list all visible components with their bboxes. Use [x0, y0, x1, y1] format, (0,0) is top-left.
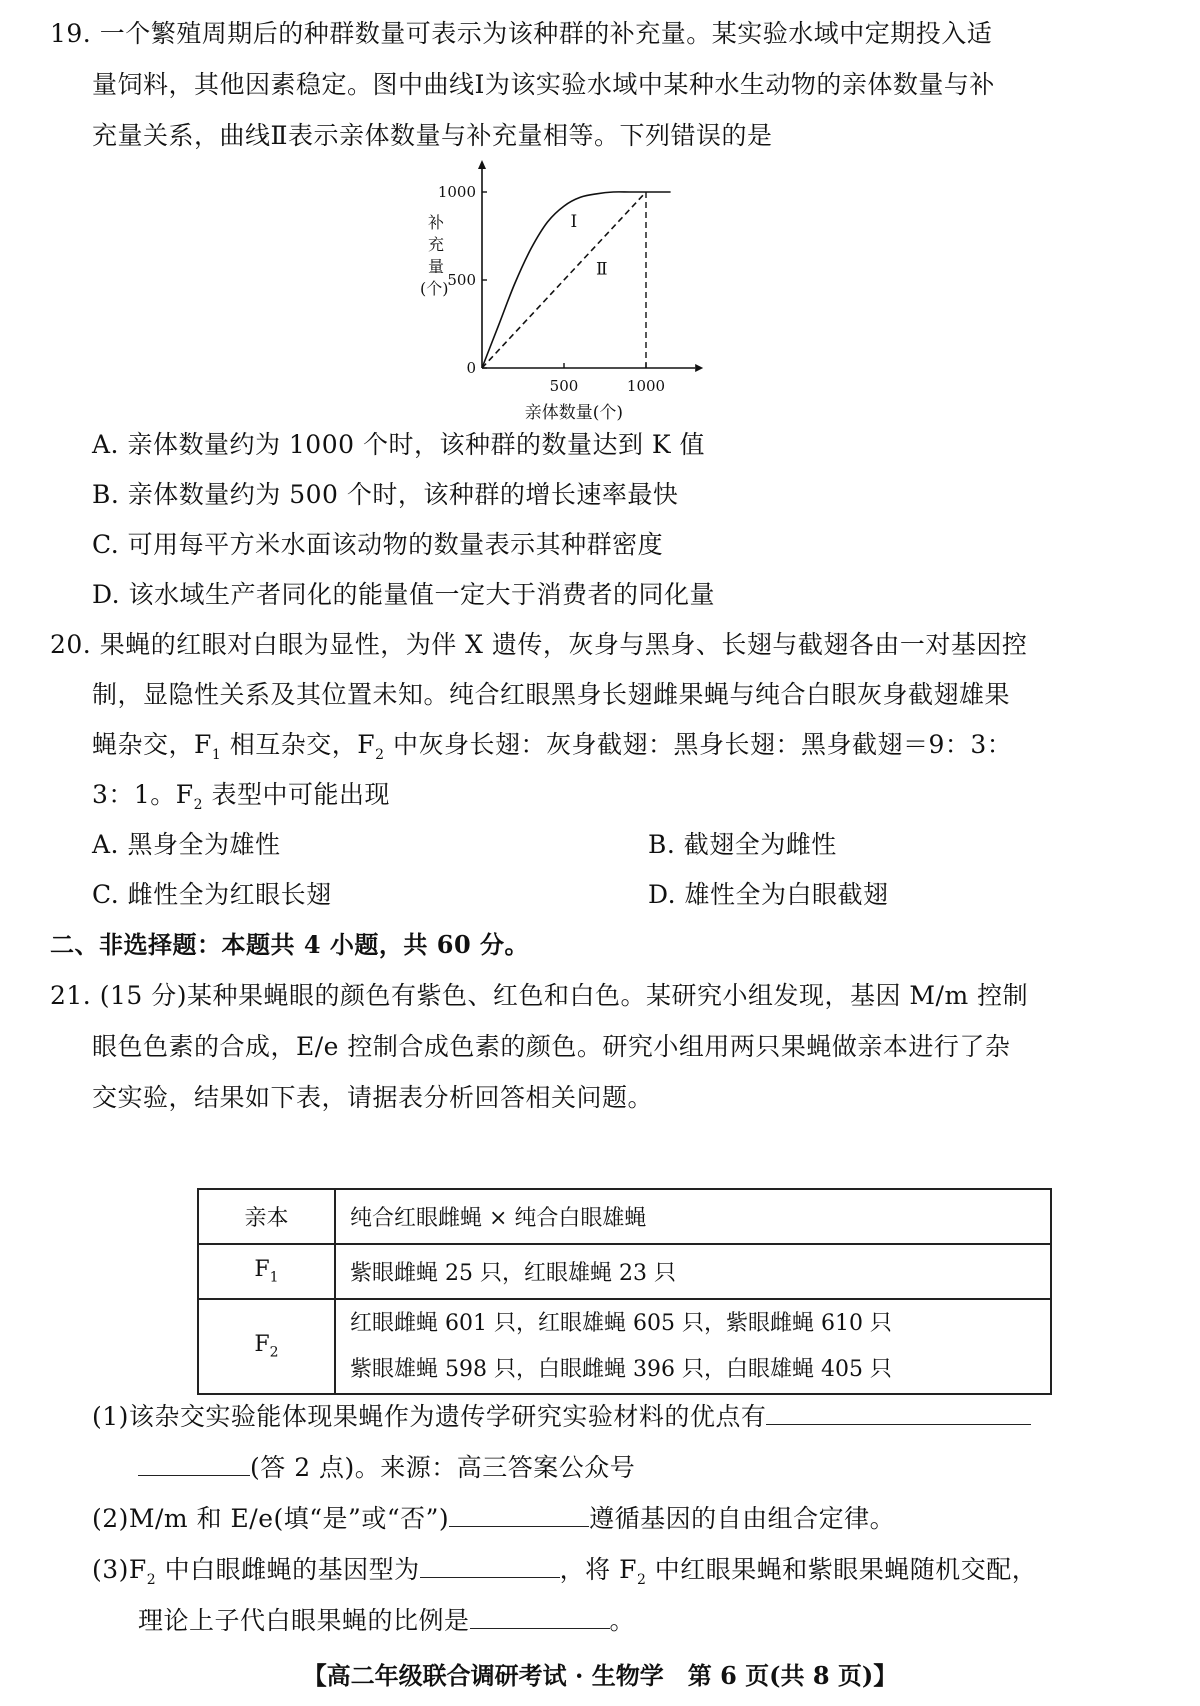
- table-cell-f2-line1: 红眼雌蝇 601 只，红眼雄蝇 605 只，紫眼雌蝇 610 只: [350, 1310, 892, 1336]
- x-tick-label-0: 500: [549, 377, 579, 395]
- q19-option-c: C. 可用每平方米水面该动物的数量表示其种群密度: [92, 530, 664, 559]
- answer-blank-1b[interactable]: [138, 1449, 250, 1476]
- page-footer: 【高二年级联合调研考试 · 生物学 第 6 页(共 8 页)】: [302, 1661, 898, 1690]
- q21-stem-line3: 交实验，结果如下表，请据表分析回答相关问题。: [92, 1083, 654, 1112]
- answer-blank-3a[interactable]: [420, 1551, 560, 1578]
- table-cell-f2-line2: 紫眼雄蝇 598 只，白眼雌蝇 396 只，白眼雄蝇 405 只: [350, 1356, 892, 1382]
- y-tick-label-1: 500: [447, 271, 476, 289]
- y-axis-label-2: 量: [428, 257, 445, 276]
- table-head-f1: $F_1$: [198, 1244, 335, 1299]
- y-axis-arrow: [478, 160, 486, 169]
- q20-option-a: A. 黑身全为雄性: [92, 830, 281, 859]
- q20-stem-line3: 蝇杂交，$F_1$ 相互杂交，$F_2$ 中灰身长翅：灰身截翅：黑身长翅：黑身截翅＝9：3：: [92, 730, 1013, 763]
- q19-stem-line3: 充量关系，曲线Ⅱ表示亲体数量与补充量相等。下列错误的是: [92, 121, 773, 150]
- table-cell-f2: [335, 1299, 1051, 1394]
- answer-blank-3b[interactable]: [470, 1602, 610, 1629]
- q19-option-a: A. 亲体数量约为 1000 个时，该种群的数量达到 K 值: [92, 430, 706, 459]
- q20-stem-line2: 制，显隐性关系及其位置未知。纯合红眼黑身长翅雌果蝇与纯合白眼灰身截翅雄果: [92, 680, 1011, 709]
- table-row: [198, 1189, 1051, 1244]
- q19-stem-line1: 19. 一个繁殖周期后的种群数量可表示为该种群的补充量。某实验水域中定期投入适: [50, 19, 993, 48]
- chart-ticks: [438, 183, 665, 395]
- section-heading: 二、非选择题：本题共 4 小题，共 60 分。: [50, 930, 530, 959]
- q21-part1-line1: (1)该杂交实验能体现果蝇作为遗传学研究实验材料的优点有: [92, 1398, 1031, 1434]
- q20-option-d: D. 雄性全为白眼截翅: [648, 880, 889, 909]
- cross-results-table: [197, 1188, 1052, 1395]
- y-axis-label-1: 充: [428, 235, 445, 254]
- answer-blank-1a[interactable]: [766, 1398, 1031, 1425]
- q19-option-b: B. 亲体数量约为 500 个时，该种群的增长速率最快: [92, 480, 679, 509]
- answer-blank-2[interactable]: [449, 1500, 589, 1527]
- q19-option-d: D. 该水域生产者同化的能量值一定大于消费者的同化量: [92, 580, 716, 609]
- x-tick-label-1: 1000: [626, 377, 666, 395]
- q20-stem-line4: 3：1。$F_2$ 表型中可能出现: [92, 780, 391, 813]
- series-1-label: Ⅰ: [570, 212, 578, 233]
- q19-chart: [420, 160, 720, 430]
- table-head-f2: $F_2$: [198, 1299, 335, 1394]
- table-row: [198, 1299, 1051, 1394]
- series-2-line: [482, 192, 646, 368]
- y-tick-label-2: 1000: [437, 183, 476, 201]
- table-cell-parents: 纯合红眼雌蝇 × 纯合白眼雄蝇: [335, 1189, 1051, 1244]
- x-axis-label: 亲体数量(个): [524, 403, 623, 423]
- q21-part1-line2: (答 2 点)。来源：高三答案公众号: [138, 1449, 635, 1485]
- q20-stem-line1: 20. 果蝇的红眼对白眼为显性，为伴 X 遗传，灰身与黑身、长翅与截翅各由一对基因控: [50, 630, 1028, 659]
- q19-stem-line2: 量饲料，其他因素稳定。图中曲线Ⅰ为该实验水域中某种水生动物的亲体数量与补: [92, 70, 995, 99]
- table-row: [198, 1244, 1051, 1299]
- y-tick-label-0: 0: [466, 359, 476, 377]
- q21-stem-line2: 眼色色素的合成，E/e 控制合成色素的颜色。研究小组用两只果蝇做亲本进行了杂: [92, 1032, 1011, 1061]
- y-axis-label-0: 补: [428, 213, 445, 232]
- y-axis-label-3: (个): [420, 279, 449, 298]
- table-head-parents: 亲本: [198, 1189, 335, 1244]
- x-axis-arrow: [695, 364, 703, 372]
- q21-part2: (2)M/m 和 E/e(填“是”或“否”) 遵循基因的自由组合定律。: [92, 1500, 895, 1536]
- chart-labels: [420, 212, 623, 423]
- q20-option-b: B. 截翅全为雌性: [648, 830, 837, 859]
- q21-part3-line1: $(3)F_2$ 中白眼雌蝇的基因型为 ，将 $F_2$ 中红眼果蝇和紫眼果蝇随机交配，: [92, 1551, 1037, 1597]
- q21-stem-line1: 21. (15 分)某种果蝇眼的颜色有紫色、红色和白色。某研究小组发现，基因 M/m 控制: [50, 981, 1029, 1010]
- q21-part3-line2: 理论上子代白眼果蝇的比例是 。: [138, 1602, 635, 1638]
- q20-option-c: C. 雌性全为红眼长翅: [92, 880, 332, 909]
- series-2-label: Ⅱ: [595, 259, 608, 280]
- table-cell-f1: 紫眼雌蝇 25 只，红眼雄蝇 23 只: [335, 1244, 1051, 1299]
